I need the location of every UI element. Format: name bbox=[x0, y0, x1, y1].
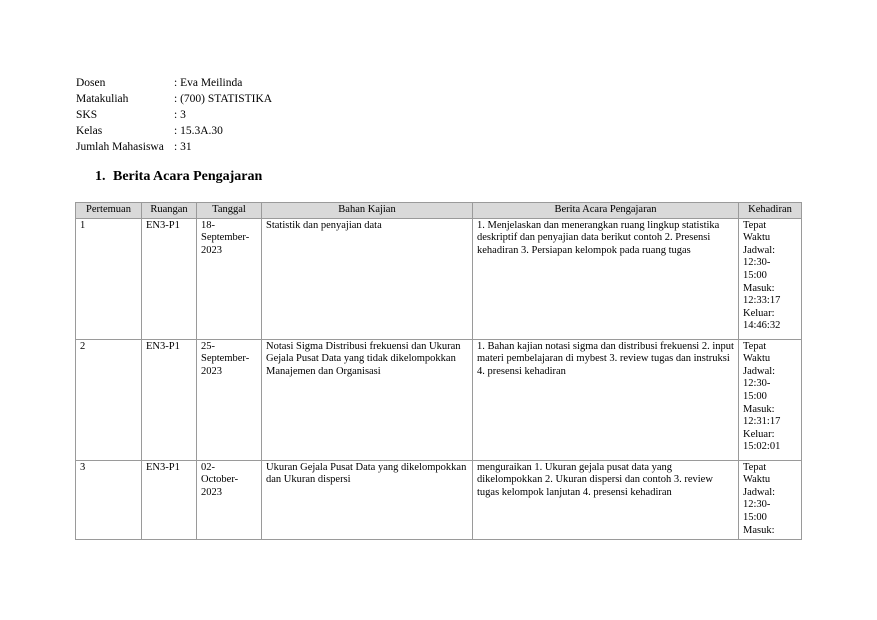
info-row-dosen bbox=[76, 75, 272, 91]
attendance-line: Jadwal: bbox=[743, 244, 776, 256]
course-info bbox=[76, 75, 272, 155]
info-value: : 3 bbox=[174, 109, 186, 121]
info-row-jumlah-mahasiswa bbox=[76, 139, 272, 155]
cell-tanggal bbox=[197, 460, 262, 539]
cell-berita-acara: 1. Bahan kajian notasi sigma dan distribusi frekuensi 2. input materi pembelajaran di mybest 3. review tugas dan instruksi 4. presensi kehadiran bbox=[473, 339, 739, 460]
info-label: SKS bbox=[76, 109, 98, 121]
info-value: : (700) STATISTIKA bbox=[174, 93, 273, 105]
attendance-line: 12:30- bbox=[743, 499, 771, 511]
header-pertemuan: Pertemuan bbox=[76, 203, 142, 219]
info-value: : Eva Meilinda bbox=[174, 77, 243, 89]
cell-tanggal bbox=[197, 339, 262, 460]
attendance-line: 15:02:01 bbox=[743, 441, 781, 453]
info-value: : 15.3A.30 bbox=[174, 125, 223, 137]
attendance-line: Tepat bbox=[743, 219, 767, 231]
table-row bbox=[76, 339, 802, 460]
attendance-line: Keluar: bbox=[743, 307, 775, 319]
header-ruangan: Ruangan bbox=[142, 203, 197, 219]
info-row-kelas bbox=[76, 123, 272, 139]
cell-kehadiran bbox=[739, 460, 802, 539]
attendance-line: 12:30- bbox=[743, 378, 771, 390]
attendance-line: 12:33:17 bbox=[743, 295, 781, 307]
section-title: Berita Acara Pengajaran bbox=[113, 169, 263, 184]
cell-berita-acara: 1. Menjelaskan dan menerangkan ruang lingkup statistika deskriptif dan penyajian data berikut contoh 2. Presensi kehadiran 3. Persiapan kelompok pada ruang tugas bbox=[473, 218, 739, 339]
cell-tanggal bbox=[197, 218, 262, 339]
attendance-line: 14:46:32 bbox=[743, 320, 781, 332]
cell-bahan-kajian: Ukuran Gejala Pusat Data yang dikelompokkan dan Ukuran dispersi bbox=[262, 460, 473, 539]
info-label: Dosen bbox=[76, 77, 106, 89]
attendance-line: Masuk: bbox=[743, 524, 775, 536]
attendance-line: Waktu bbox=[743, 232, 771, 244]
cell-pertemuan: 3 bbox=[76, 460, 142, 539]
date-part: September- bbox=[201, 232, 250, 244]
date-part: 2023 bbox=[201, 365, 222, 377]
cell-bahan-kajian: Notasi Sigma Distribusi frekuensi dan Ukuran Gejala Pusat Data yang tidak dikelompokkan Manajemen dan Organisasi bbox=[262, 339, 473, 460]
table-row bbox=[76, 460, 802, 539]
cell-kehadiran bbox=[739, 218, 802, 339]
date-part: 18- bbox=[201, 219, 215, 231]
header-tanggal: Tanggal bbox=[197, 203, 262, 219]
section-heading bbox=[95, 169, 262, 185]
cell-pertemuan: 1 bbox=[76, 218, 142, 339]
attendance-line: Jadwal: bbox=[743, 365, 776, 377]
attendance-line: 15:00 bbox=[743, 511, 767, 523]
info-label: Matakuliah bbox=[76, 93, 129, 105]
attendance-line: 15:00 bbox=[743, 390, 767, 402]
attendance-line: 12:30- bbox=[743, 257, 771, 269]
cell-kehadiran bbox=[739, 339, 802, 460]
attendance-line: Tepat bbox=[743, 461, 767, 473]
cell-ruangan: EN3-P1 bbox=[142, 339, 197, 460]
info-row-matakuliah bbox=[76, 91, 272, 107]
cell-ruangan: EN3-P1 bbox=[142, 460, 197, 539]
attendance-line: Jadwal: bbox=[743, 486, 776, 498]
attendance-line: Waktu bbox=[743, 353, 771, 365]
date-part: September- bbox=[201, 353, 250, 365]
table-row bbox=[76, 218, 802, 339]
attendance-line: Tepat bbox=[743, 340, 767, 352]
section-number: 1. bbox=[95, 169, 106, 184]
attendance-line: Waktu bbox=[743, 474, 771, 486]
date-part: 2023 bbox=[201, 486, 222, 498]
date-part: 02- bbox=[201, 461, 215, 473]
table-header-row bbox=[76, 203, 802, 219]
cell-bahan-kajian: Statistik dan penyajian data bbox=[262, 218, 473, 339]
info-value: : 31 bbox=[174, 141, 192, 153]
header-bahan-kajian: Bahan Kajian bbox=[262, 203, 473, 219]
info-row-sks bbox=[76, 107, 272, 123]
date-part: October- bbox=[201, 474, 239, 486]
attendance-line: Keluar: bbox=[743, 428, 775, 440]
attendance-line: Masuk: bbox=[743, 282, 775, 294]
date-part: 2023 bbox=[201, 244, 222, 256]
header-kehadiran: Kehadiran bbox=[739, 203, 802, 219]
date-part: 25- bbox=[201, 340, 215, 352]
cell-ruangan: EN3-P1 bbox=[142, 218, 197, 339]
info-label: Kelas bbox=[76, 125, 103, 137]
cell-pertemuan: 2 bbox=[76, 339, 142, 460]
attendance-line: 12:31:17 bbox=[743, 416, 781, 428]
attendance-line: 15:00 bbox=[743, 269, 767, 281]
teaching-log-table bbox=[75, 202, 802, 540]
header-berita-acara: Berita Acara Pengajaran bbox=[473, 203, 739, 219]
info-label: Jumlah Mahasiswa bbox=[76, 141, 164, 153]
attendance-line: Masuk: bbox=[743, 403, 775, 415]
cell-berita-acara: menguraikan 1. Ukuran gejala pusat data yang dikelompokkan 2. Ukuran dispersi dan contoh 3. review tugas kelompok lanjutan 4. presensi kehadiran bbox=[473, 460, 739, 539]
